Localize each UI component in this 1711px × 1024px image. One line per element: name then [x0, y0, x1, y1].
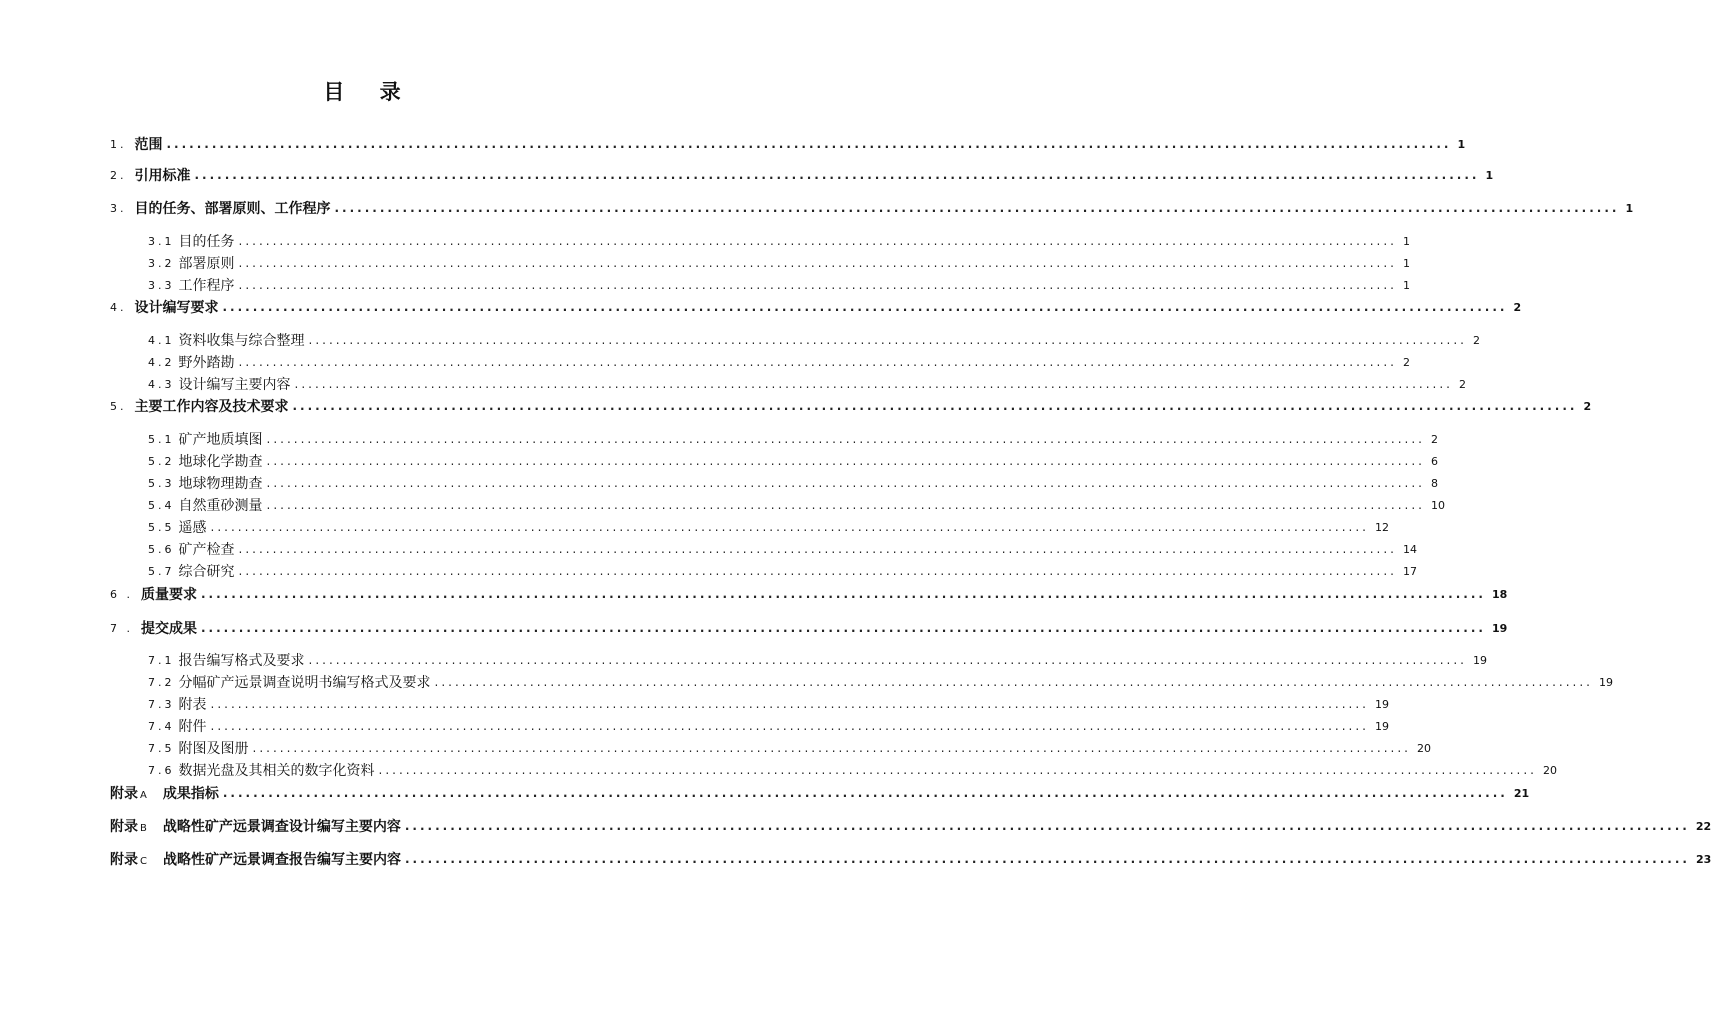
- toc-entry-page: 18: [1491, 587, 1508, 601]
- toc-entry-label: 综合研究: [178, 564, 235, 580]
- toc-entry-3-1[interactable]: [0, 231, 1410, 251]
- toc-entry-7-4[interactable]: [0, 716, 1389, 736]
- toc-entry-page: 1: [1485, 168, 1494, 182]
- toc-entry-page: 23: [1695, 852, 1711, 866]
- toc-entry-label: 工作程序: [178, 278, 235, 294]
- toc-entry-number: 4.: [110, 300, 127, 314]
- toc-entry-7-5[interactable]: [0, 738, 1431, 758]
- toc-entry-7-1[interactable]: [0, 650, 1487, 670]
- toc-entry-page: 20: [1416, 741, 1431, 755]
- dot-leader: ..........................................................................................................................................................................: [222, 786, 1508, 800]
- toc-entry-number: [110, 816, 147, 836]
- dot-leader: ..........................................................................................................................................................................: [238, 564, 1397, 578]
- toc-entry-number: 4.1: [148, 333, 175, 347]
- dot-leader: ..........................................................................................................................................................................: [378, 763, 1537, 777]
- toc-entry-page: 1: [1402, 234, 1410, 248]
- toc-entry-7-3[interactable]: [0, 694, 1389, 714]
- toc-entry-number: 2.: [110, 168, 127, 182]
- toc-entry-label: 附图及图册: [178, 741, 249, 757]
- toc-entry-page: 14: [1402, 542, 1417, 556]
- toc-entry-4[interactable]: [0, 297, 1522, 317]
- toc-entry-label: 战略性矿产远景调查设计编写主要内容: [162, 819, 401, 835]
- toc-entry-number: 5.2: [148, 454, 175, 468]
- toc-entry-number: 3.: [110, 201, 127, 215]
- toc-entry-3-3[interactable]: [0, 275, 1410, 295]
- toc-entry-page: 22: [1695, 819, 1711, 833]
- dot-leader: ..........................................................................................................................................................................: [404, 819, 1690, 833]
- toc-entry-number: 5.: [110, 399, 127, 413]
- toc-entry-label: 矿产地质填图: [178, 432, 263, 448]
- toc-entry-page: 2: [1458, 377, 1466, 391]
- toc-entry-label: 提交成果: [141, 621, 197, 637]
- appendix-word: 附录: [110, 786, 138, 802]
- toc-entry-page: 2: [1583, 399, 1592, 413]
- toc-entry-page: 19: [1598, 675, 1613, 689]
- toc-entry-page: 1: [1402, 278, 1410, 292]
- dot-leader: ..........................................................................................................................................................................: [294, 377, 1453, 391]
- toc-entry-7-6[interactable]: [0, 760, 1557, 780]
- toc-entry-number: 5.4: [148, 498, 175, 512]
- toc-entry-page: 2: [1430, 432, 1438, 446]
- toc-entry-number: 7.4: [148, 719, 175, 733]
- toc-entry-label: 矿产检查: [178, 542, 235, 558]
- toc-entry-label: 目的任务: [178, 234, 235, 250]
- appendix-word: 附录: [110, 852, 138, 868]
- dot-leader: ..........................................................................................................................................................................: [210, 520, 1369, 534]
- toc-entry-page: 19: [1374, 719, 1389, 733]
- toc-entry-page: 19: [1472, 653, 1487, 667]
- dot-leader: ..........................................................................................................................................................................: [434, 675, 1593, 689]
- toc-entry-page: 12: [1374, 520, 1389, 534]
- appendix-word: 附录: [110, 819, 138, 835]
- toc-entry-5-5[interactable]: [0, 517, 1389, 537]
- toc-entry-5-7[interactable]: [0, 561, 1417, 581]
- toc-entry-label: 资料收集与综合整理: [178, 333, 305, 349]
- toc-entry-page: 1: [1457, 137, 1466, 151]
- toc-entry-label: 遥感: [178, 520, 207, 536]
- dot-leader: ..........................................................................................................................................................................: [266, 454, 1425, 468]
- dot-leader: ..........................................................................................................................................................................: [404, 852, 1690, 866]
- appendix-letter: A: [140, 790, 147, 801]
- dot-leader: ..........................................................................................................................................................................: [210, 719, 1369, 733]
- toc-entry-label: 部署原则: [178, 256, 235, 272]
- toc-entry-7-2[interactable]: [0, 672, 1613, 692]
- toc-entry-label: 自然重砂测量: [178, 498, 263, 514]
- toc-entry-5-4[interactable]: [0, 495, 1445, 515]
- dot-leader: ..........................................................................................................................................................................: [292, 399, 1578, 413]
- toc-entry-label: 地球物理勘查: [178, 476, 263, 492]
- toc-entry-number: 5.5: [148, 520, 175, 534]
- toc-entry-5[interactable]: [0, 396, 1592, 416]
- toc-entry-7[interactable]: [0, 618, 1508, 638]
- toc-entry-number: 7 .: [110, 621, 133, 635]
- dot-leader: ..........................................................................................................................................................................: [266, 498, 1425, 512]
- toc-entry-2[interactable]: [0, 165, 1494, 185]
- toc-entry-label: 成果指标: [162, 786, 219, 802]
- toc-entry-page: 19: [1374, 697, 1389, 711]
- toc-entry-label: 附表: [178, 697, 207, 713]
- toc-entry-label: 主要工作内容及技术要求: [134, 399, 289, 415]
- dot-leader: ..........................................................................................................................................................................: [210, 697, 1369, 711]
- toc-entry-number: 1.: [110, 137, 127, 151]
- appendix-letter: B: [140, 823, 147, 834]
- toc-entry-label: 质量要求: [141, 587, 197, 603]
- dot-leader: ..........................................................................................................................................................................: [238, 234, 1397, 248]
- dot-leader: ..........................................................................................................................................................................: [266, 432, 1425, 446]
- toc-entry-appendix-a[interactable]: [0, 783, 1530, 803]
- toc-entry-page: 6: [1430, 454, 1438, 468]
- toc-entry-page: 1: [1402, 256, 1410, 270]
- toc-entry-page: 19: [1491, 621, 1508, 635]
- toc-entry-5-1[interactable]: [0, 429, 1438, 449]
- toc-entry-number: 3.1: [148, 234, 175, 248]
- toc-entry-page: 10: [1430, 498, 1445, 512]
- toc-entry-appendix-b[interactable]: [0, 816, 1711, 836]
- dot-leader: ..........................................................................................................................................................................: [238, 278, 1397, 292]
- toc-entry-6[interactable]: [0, 584, 1508, 604]
- toc-entry-label: 附件: [178, 719, 207, 735]
- toc-entry-label: 野外踏勘: [178, 355, 235, 371]
- toc-entry-label: 设计编写主要内容: [178, 377, 291, 393]
- toc-entry-number: 7.6: [148, 763, 175, 777]
- dot-leader: ..........................................................................................................................................................................: [334, 201, 1620, 215]
- toc-entry-5-6[interactable]: [0, 539, 1417, 559]
- toc-entry-3-2[interactable]: [0, 253, 1410, 273]
- toc-entry-page: 20: [1542, 763, 1557, 777]
- toc-entry-appendix-c[interactable]: [0, 849, 1711, 869]
- toc-entry-label: 设计编写要求: [134, 300, 219, 316]
- toc-entry-number: 6 .: [110, 587, 133, 601]
- toc-entry-page: 2: [1472, 333, 1480, 347]
- toc-entry-page: 17: [1402, 564, 1417, 578]
- appendix-letter: C: [140, 856, 147, 867]
- toc-entry-number: 7.3: [148, 697, 175, 711]
- dot-leader: ..........................................................................................................................................................................: [308, 653, 1467, 667]
- toc-entry-number: 3.2: [148, 256, 175, 270]
- toc-entry-1[interactable]: [0, 134, 1466, 154]
- dot-leader: ..........................................................................................................................................................................: [166, 137, 1452, 151]
- toc-entry-page: 1: [1625, 201, 1634, 215]
- toc-entry-label: 引用标准: [134, 168, 191, 184]
- toc-entry-number: 5.6: [148, 542, 175, 556]
- toc-entry-number: 4.3: [148, 377, 175, 391]
- dot-leader: ..........................................................................................................................................................................: [252, 741, 1411, 755]
- toc-entry-number: 5.7: [148, 564, 175, 578]
- toc-entry-3[interactable]: [0, 198, 1634, 218]
- toc-entry-label: 地球化学勘查: [178, 454, 263, 470]
- dot-leader: ..........................................................................................................................................................................: [201, 621, 1486, 635]
- toc-entry-number: 7.5: [148, 741, 175, 755]
- toc-entry-4-3[interactable]: [0, 374, 1466, 394]
- toc-entry-number: [110, 783, 147, 803]
- dot-leader: ..........................................................................................................................................................................: [238, 542, 1397, 556]
- toc-entry-number: 7.1: [148, 653, 175, 667]
- toc-entry-label: 目的任务、部署原则、工作程序: [134, 201, 331, 217]
- toc-entry-label: 数据光盘及其相关的数字化资料: [178, 763, 375, 779]
- toc-entry-number: 5.1: [148, 432, 175, 446]
- toc-entry-4-2[interactable]: [0, 352, 1410, 372]
- toc-entry-5-2[interactable]: [0, 451, 1438, 471]
- page-title: 目 录: [323, 80, 415, 104]
- toc-entry-page: 2: [1402, 355, 1410, 369]
- dot-leader: ..........................................................................................................................................................................: [266, 476, 1425, 490]
- toc-entry-label: 分幅矿产远景调查说明书编写格式及要求: [178, 675, 431, 691]
- toc-entry-label: 报告编写格式及要求: [178, 653, 305, 669]
- toc-entry-number: 3.3: [148, 278, 175, 292]
- toc-entry-number: 5.3: [148, 476, 175, 490]
- dot-leader: ..........................................................................................................................................................................: [238, 355, 1397, 369]
- toc-entry-number: 7.2: [148, 675, 175, 689]
- toc-entry-label: 战略性矿产远景调查报告编写主要内容: [162, 852, 401, 868]
- dot-leader: ..........................................................................................................................................................................: [238, 256, 1397, 270]
- toc-entry-5-3[interactable]: [0, 473, 1438, 493]
- dot-leader: ..........................................................................................................................................................................: [194, 168, 1480, 182]
- dot-leader: ..........................................................................................................................................................................: [201, 587, 1486, 601]
- dot-leader: ..........................................................................................................................................................................: [308, 333, 1467, 347]
- toc-entry-4-1[interactable]: [0, 330, 1480, 350]
- toc-entry-number: [110, 849, 147, 869]
- toc-entry-page: 2: [1513, 300, 1522, 314]
- toc-entry-page: 8: [1430, 476, 1438, 490]
- toc-entry-page: 21: [1513, 786, 1530, 800]
- dot-leader: ..........................................................................................................................................................................: [222, 300, 1508, 314]
- toc-entry-label: 范围: [134, 137, 163, 153]
- toc-entry-number: 4.2: [148, 355, 175, 369]
